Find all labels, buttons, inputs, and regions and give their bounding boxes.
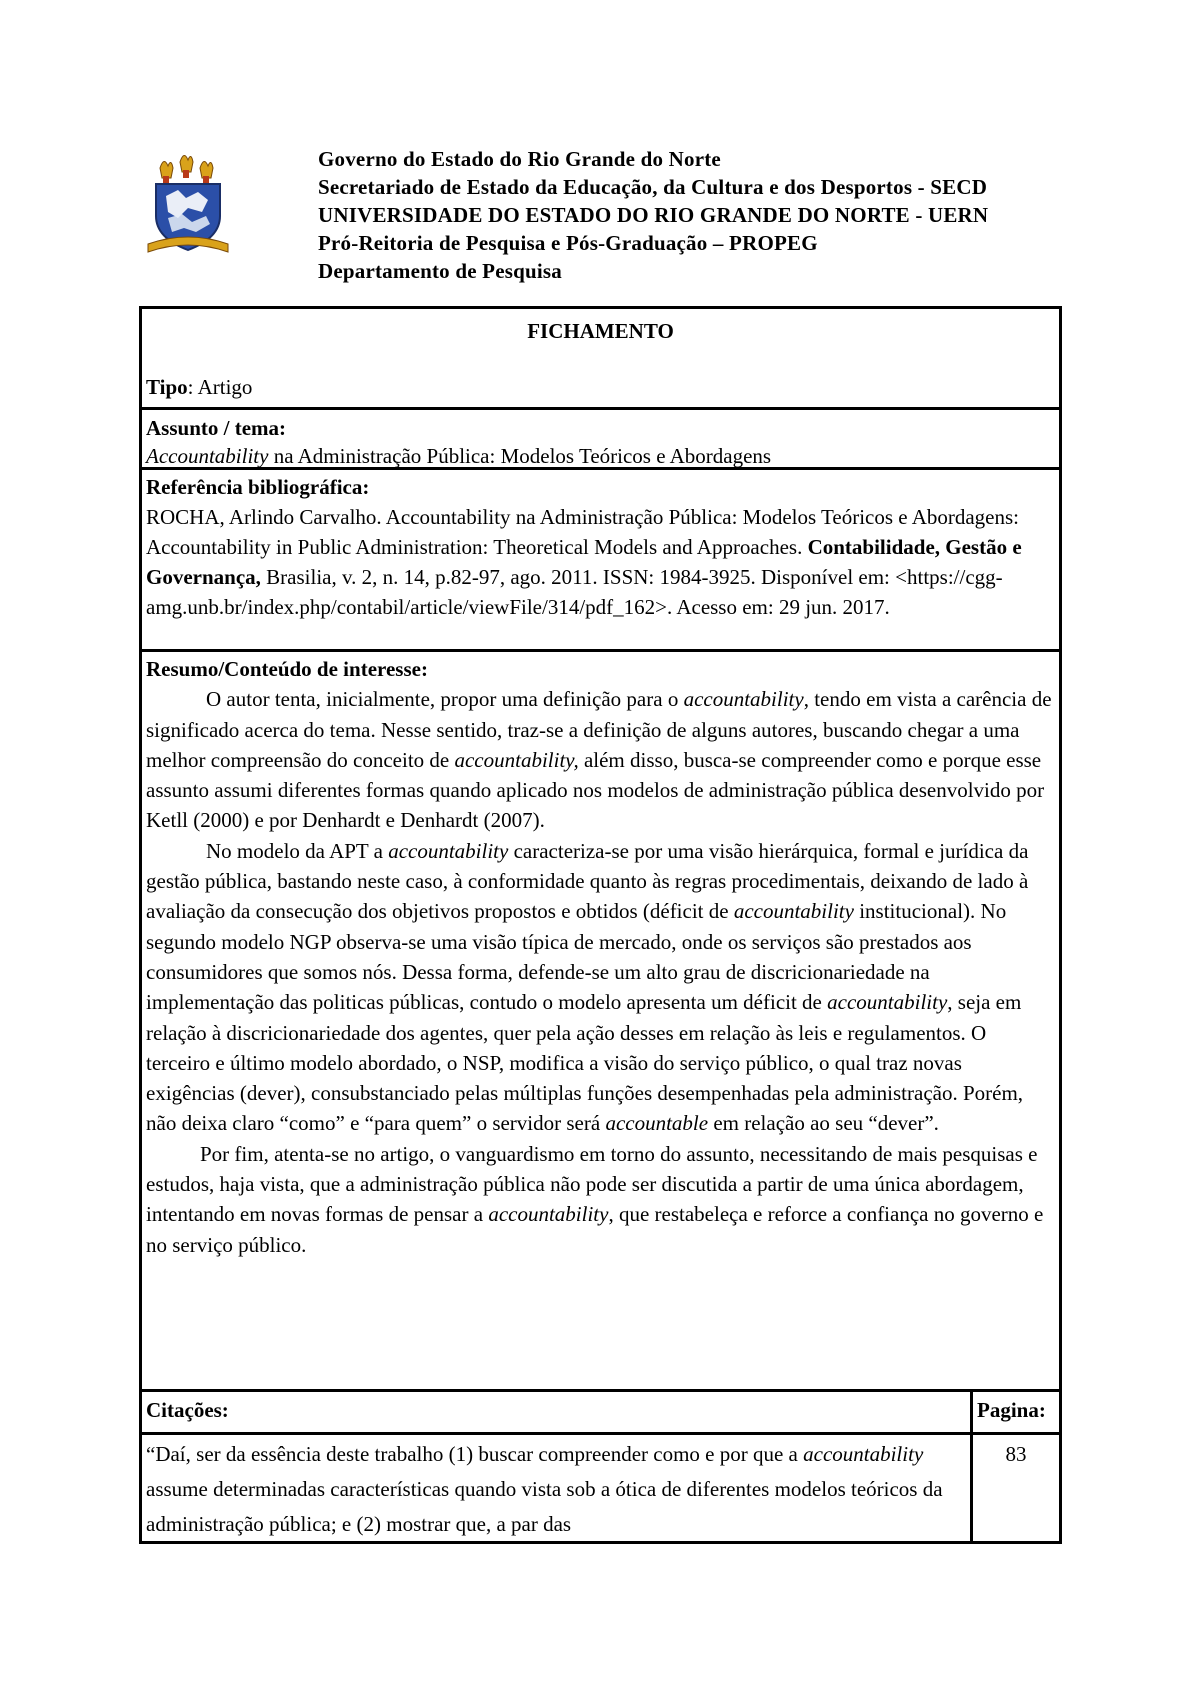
referencia-part2: Brasilia, v. 2, n. 14, p.82-97, ago. 2011. ISSN: 1984-3925. Disponível em: <https://cgg-amg.unb.br/index.php/contabil/article/viewFile/314/pdf_162>. Acesso em: 29 jun. 2017. [146, 565, 1003, 619]
header-line-departamento: Departamento de Pesquisa [318, 259, 562, 283]
table-row [142, 1435, 1059, 1541]
assunto-section [142, 410, 1059, 470]
page-title: FICHAMENTO [527, 319, 674, 343]
citacoes-header-row [142, 1392, 1059, 1435]
assunto-italic-term: Accountability [146, 444, 269, 468]
resumo-paragraph-1: O autor tenta, inicialmente, propor uma definição para o accountability, tendo em vista a carência de significado acerca do tema. Nesse sentido, traz-se a definição de alguns autores, buscando chegar a uma melhor compreensão do conceito de accountability, além disso, busca-se compreender como e porque esse assunto assumi diferentes formas quando aplicado nos modelos de administração pública desenvolvido por Ketll (2000) e por Denhardt e Denhardt (2007). [146, 687, 1052, 833]
tipo-value: : Artigo [187, 375, 253, 399]
header-line-secretariado: Secretariado de Estado da Educação, da Cultura e dos Desportos - SECD [318, 175, 988, 199]
pagina-label: Pagina: [977, 1398, 1046, 1422]
uern-logo-icon [146, 148, 230, 258]
assunto-label: Assunto / tema: [146, 416, 286, 440]
referencia-text [146, 502, 1055, 622]
citation-page: 83 [1005, 1442, 1027, 1466]
title-section [142, 309, 1059, 410]
referencia-journal: Contabilidade, Gestão e Governança, [146, 535, 1022, 589]
institution-header [318, 145, 988, 285]
tipo-label: Tipo [146, 375, 188, 399]
referencia-label: Referência bibliográfica: [146, 475, 370, 499]
resumo-paragraph-2: No modelo da APT a accountability caracteriza-se por uma visão hierárquica, formal e jurídica da gestão pública, bastando neste caso, à conformidade quanto às regras procedimentais, deixando de lado à avaliação da consecução dos objetivos propostos e obtidos (déficit de accountability institucional). No segundo modelo NGP observa-se uma visão típica de mercado, onde os serviços são prestados aos consumidores que somos nós. Dessa forma, defende-se um alto grau de discricionariedade na implementação das politicas públicas, contudo o modelo apresenta um déficit de accountability, seja em relação à discricionariedade dos agentes, quer pela ação desses em relação às leis e regulamentos. O terceiro e último modelo abordado, o NSP, modifica a visão do serviço público, o qual traz novas exigências (dever), consubstanciado pelas múltiplas funções desempenhadas pela administração. Porém, não deixa claro “como” e “para quem” o servidor será accountable em relação ao seu “dever”. [146, 838, 1029, 1136]
resumo-label: Resumo/Conteúdo de interesse: [146, 657, 428, 681]
fichamento-card [139, 306, 1062, 1544]
assunto-rest: na Administração Pública: Modelos Teóricos e Abordagens [268, 444, 772, 468]
citation-text: “Daí, ser da essência deste trabalho (1) buscar compreender como e por que a accountability assume determinadas características quando vista sob a ótica de diferentes modelos teóricos da administração pública; e (2) mostrar que, a par das [142, 1435, 973, 1541]
header-line-universidade: UNIVERSIDADE DO ESTADO DO RIO GRANDE DO NORTE - UERN [318, 203, 989, 227]
referencia-part1: ROCHA, Arlindo Carvalho. Accountability na Administração Pública: Modelos Teóricos e Abordagens: Accountability in Public Administration: Theoretical Models and Approaches. [146, 505, 1020, 559]
tipo-line [146, 375, 252, 400]
resumo-section [142, 652, 1059, 1392]
citacoes-label: Citações: [142, 1392, 973, 1432]
header-line-governo: Governo do Estado do Rio Grande do Norte [318, 147, 721, 171]
assunto-value [146, 442, 1055, 470]
referencia-section [142, 470, 1059, 652]
header-line-propeg: Pró-Reitoria de Pesquisa e Pós-Graduação – PROPEG [318, 231, 818, 255]
resumo-paragraph-3: Por fim, atenta-se no artigo, o vanguardismo em torno do assunto, necessitando de mais pesquisas e estudos, haja vista, que a administração pública não pode ser discutida a partir de uma única abordagem, intentando em novas formas de pensar a accountability, que restabeleça e reforce a confiança no governo e no serviço público. [146, 1141, 1044, 1257]
